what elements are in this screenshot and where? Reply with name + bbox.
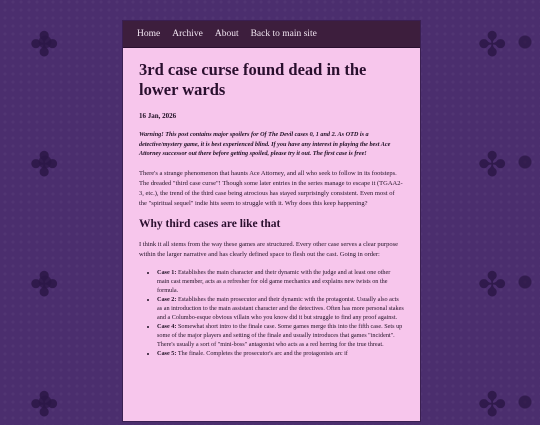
- case-description: The finale. Completes the prosecutor's arc and the protagonists arc if: [176, 350, 348, 358]
- post-title: 3rd case curse found dead in the lower wards: [139, 60, 367, 100]
- case-list: [139, 269, 404, 359]
- case-label: Case 1:: [157, 269, 177, 277]
- nav-about-link[interactable]: About: [214, 29, 239, 39]
- background-cross-icon: ✤: [478, 265, 507, 305]
- case-description: Establishes the main character and their dynamic with the judge and at least one other main cast member, acts as a refresher for old game mechanics and explains new twists on the formula.: [157, 269, 391, 295]
- background-cross-icon: ✤: [478, 385, 507, 425]
- background-cross-icon: ✤: [478, 25, 507, 65]
- section-intro-paragraph: I think it all stems from the way these games are structured. Every other case serves a clear purpose within the larger narrative and has clearly defined space to flesh out the cast. Going in order:: [139, 241, 399, 259]
- section-heading: Why third cases are like that: [139, 218, 281, 231]
- list-item: [157, 350, 404, 359]
- list-item: [157, 323, 404, 350]
- nav-archive-link[interactable]: Archive: [172, 29, 203, 39]
- background-cross-icon: ✤: [30, 145, 59, 185]
- spoiler-warning: Warning! This post contains major spoilers for Of The Devil cases 0, 1 and 2. As OTD is a detective/mystery game, it is best experienced blind. If you have any interest in playing the best Ace Attorney successor out there before getting spoiled, please try it out. The first case is free!: [139, 131, 391, 158]
- case-label: Case 2:: [157, 296, 177, 304]
- nav-home-link[interactable]: Home: [137, 29, 161, 39]
- post-date: 16 Jan, 2026: [139, 112, 177, 121]
- background-cross-icon: ✤: [478, 145, 507, 185]
- blog-page: [122, 20, 421, 422]
- list-item: [157, 296, 404, 323]
- background-cross-icon: ✤: [30, 25, 59, 65]
- case-label: Case 5:: [157, 350, 177, 358]
- case-description: Establishes the main prosecutor and their dynamic with the protagonist. Usually also acts as an introduction to the main assistant character and the detectives. Often has more personal stakes and a Columbo-esque obvious villain who you know did it but struggle to find any proof against.: [157, 296, 404, 322]
- top-nav: [123, 21, 420, 48]
- case-label: Case 4:: [157, 323, 177, 331]
- background-cross-icon: ✤: [30, 385, 59, 425]
- post-content: [123, 48, 420, 359]
- nav-main-site-link[interactable]: Back to main site: [250, 29, 317, 39]
- list-item: [157, 269, 404, 296]
- intro-paragraph: There's a strange phenomenon that haunts Ace Attorney, and all who seek to follow in its footsteps. The dreaded "third case curse"! Though some later entries in the series manage to escape it (TGAA2-3, etc.), the trend of the third case being atrocious has stayed surprisingly consistent. Even most of the "spiritual sequel" indie hits seem to struggle with it. Why does this keep happening?: [139, 170, 403, 208]
- case-description: Somewhat short intro to the finale case. Some games merge this into the fifth case. Sets up some of the major players and setting of the finale and usually introduces that games "incident". There's usually a sort of "mini-boss" antagonist who acts as a red herring for the true threat.: [157, 323, 403, 349]
- background-cross-icon: ✤: [30, 265, 59, 305]
